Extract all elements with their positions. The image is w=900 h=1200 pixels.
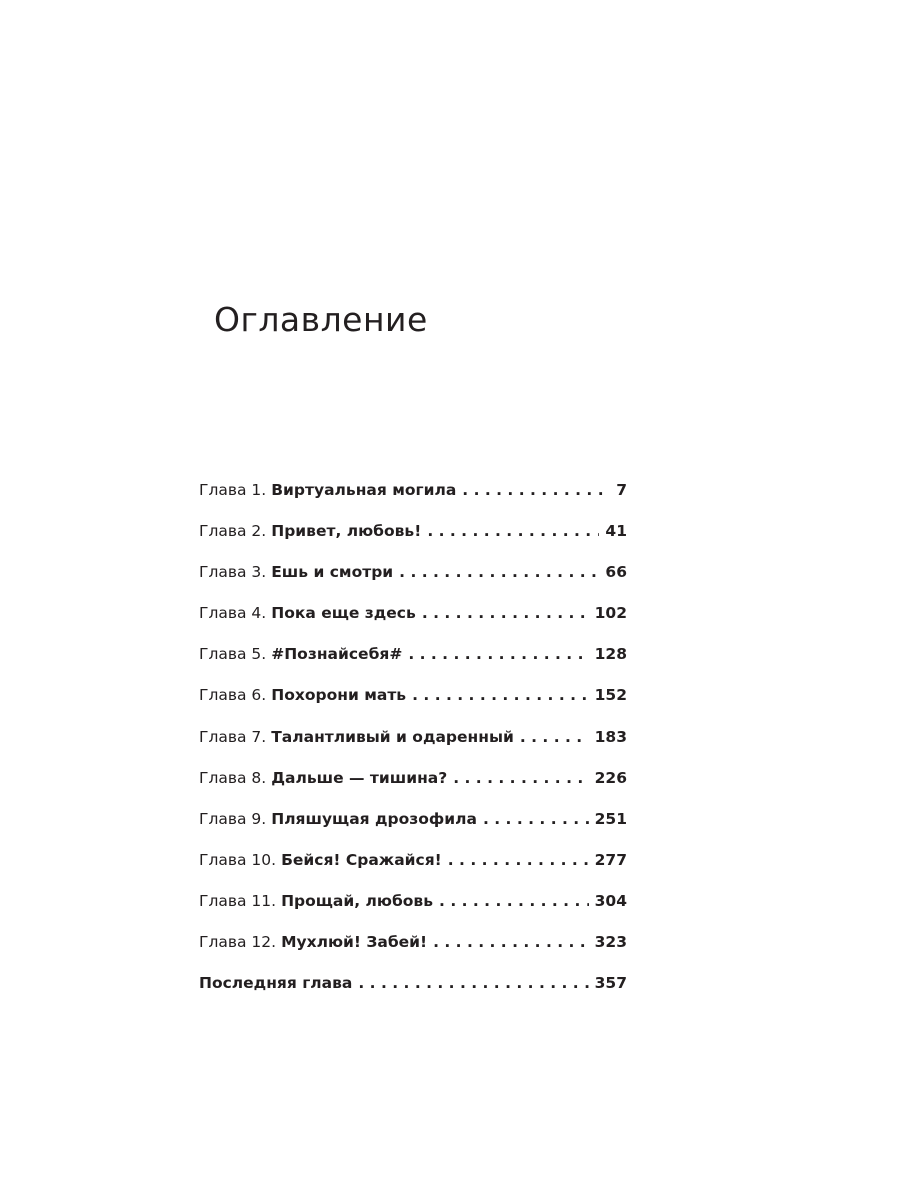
chapter-number: Глава 11.	[199, 891, 277, 910]
dot-leader	[427, 519, 599, 543]
chapter-number: Глава 6.	[199, 686, 267, 705]
toc-entry-chapter-3[interactable]	[199, 560, 627, 601]
page-number: 226	[594, 768, 627, 787]
page-number: 7	[616, 481, 627, 499]
chapter-title: Прощай, любовь	[281, 891, 434, 910]
dot-leader	[433, 930, 589, 954]
dot-leader	[448, 848, 589, 872]
toc-entry-chapter-1[interactable]	[199, 478, 627, 519]
toc-entry-chapter-8[interactable]	[199, 766, 627, 807]
chapter-title: Пока еще здесь	[271, 604, 416, 623]
chapter-number: Глава 5.	[199, 645, 267, 664]
toc-entry-chapter-5[interactable]	[199, 642, 627, 683]
table-of-contents	[199, 478, 627, 1012]
chapter-title: Пляшущая дрозофила	[271, 809, 477, 828]
chapter-title: Талантливый и одаренный	[271, 727, 514, 746]
chapter-number: Глава 8.	[199, 768, 267, 787]
toc-entry-chapter-12[interactable]	[199, 930, 627, 971]
dot-leader	[358, 971, 588, 995]
dot-leader	[408, 642, 588, 666]
page-number: 277	[594, 850, 627, 869]
page-number: 304	[594, 891, 627, 910]
dot-leader	[453, 766, 588, 790]
chapter-number: Глава 12.	[199, 933, 277, 952]
page-number: 183	[594, 727, 627, 746]
dot-leader	[520, 725, 589, 749]
page-number: 102	[594, 604, 627, 623]
page-number: 152	[594, 686, 627, 705]
chapter-number: Глава 9.	[199, 809, 267, 828]
chapter-number: Глава 2.	[199, 522, 267, 541]
dot-leader	[439, 889, 589, 913]
toc-entry-last-chapter[interactable]	[199, 971, 627, 1012]
page-number: 128	[594, 645, 627, 664]
chapter-title: Мухлюй! Забей!	[281, 933, 428, 952]
toc-entry-chapter-10[interactable]	[199, 848, 627, 889]
page-number: 323	[594, 933, 627, 952]
chapter-title: Ешь и смотри	[271, 563, 394, 582]
chapter-number: Глава 1.	[199, 481, 267, 499]
chapter-number: Глава 10.	[199, 850, 277, 869]
page-number: 41	[605, 522, 627, 541]
toc-entry-chapter-4[interactable]	[199, 601, 627, 642]
toc-entry-chapter-9[interactable]	[199, 807, 627, 848]
chapter-title: Похорони мать	[271, 686, 407, 705]
toc-entry-chapter-2[interactable]	[199, 519, 627, 560]
page-title: Оглавление	[214, 300, 428, 339]
chapter-title: Дальше — тишина?	[271, 768, 448, 787]
toc-entry-chapter-7[interactable]	[199, 725, 627, 766]
chapter-title: Виртуальная могила	[271, 481, 457, 499]
toc-entry-chapter-6[interactable]	[199, 683, 627, 724]
page-number: 251	[594, 809, 627, 828]
chapter-title: Бейся! Сражайся!	[281, 850, 442, 869]
page-number: 66	[605, 563, 627, 582]
dot-leader	[399, 560, 599, 584]
chapter-title: Привет, любовь!	[271, 522, 422, 541]
chapter-title: Последняя глава	[199, 974, 353, 993]
dot-leader	[422, 601, 589, 625]
page-number: 357	[594, 974, 627, 993]
dot-leader	[462, 478, 610, 502]
chapter-title: #Познайсебя#	[271, 645, 403, 664]
chapter-number: Глава 4.	[199, 604, 267, 623]
dot-leader	[412, 683, 589, 707]
dot-leader	[483, 807, 589, 831]
chapter-number: Глава 3.	[199, 563, 267, 582]
toc-entry-chapter-11[interactable]	[199, 889, 627, 930]
chapter-number: Глава 7.	[199, 727, 267, 746]
